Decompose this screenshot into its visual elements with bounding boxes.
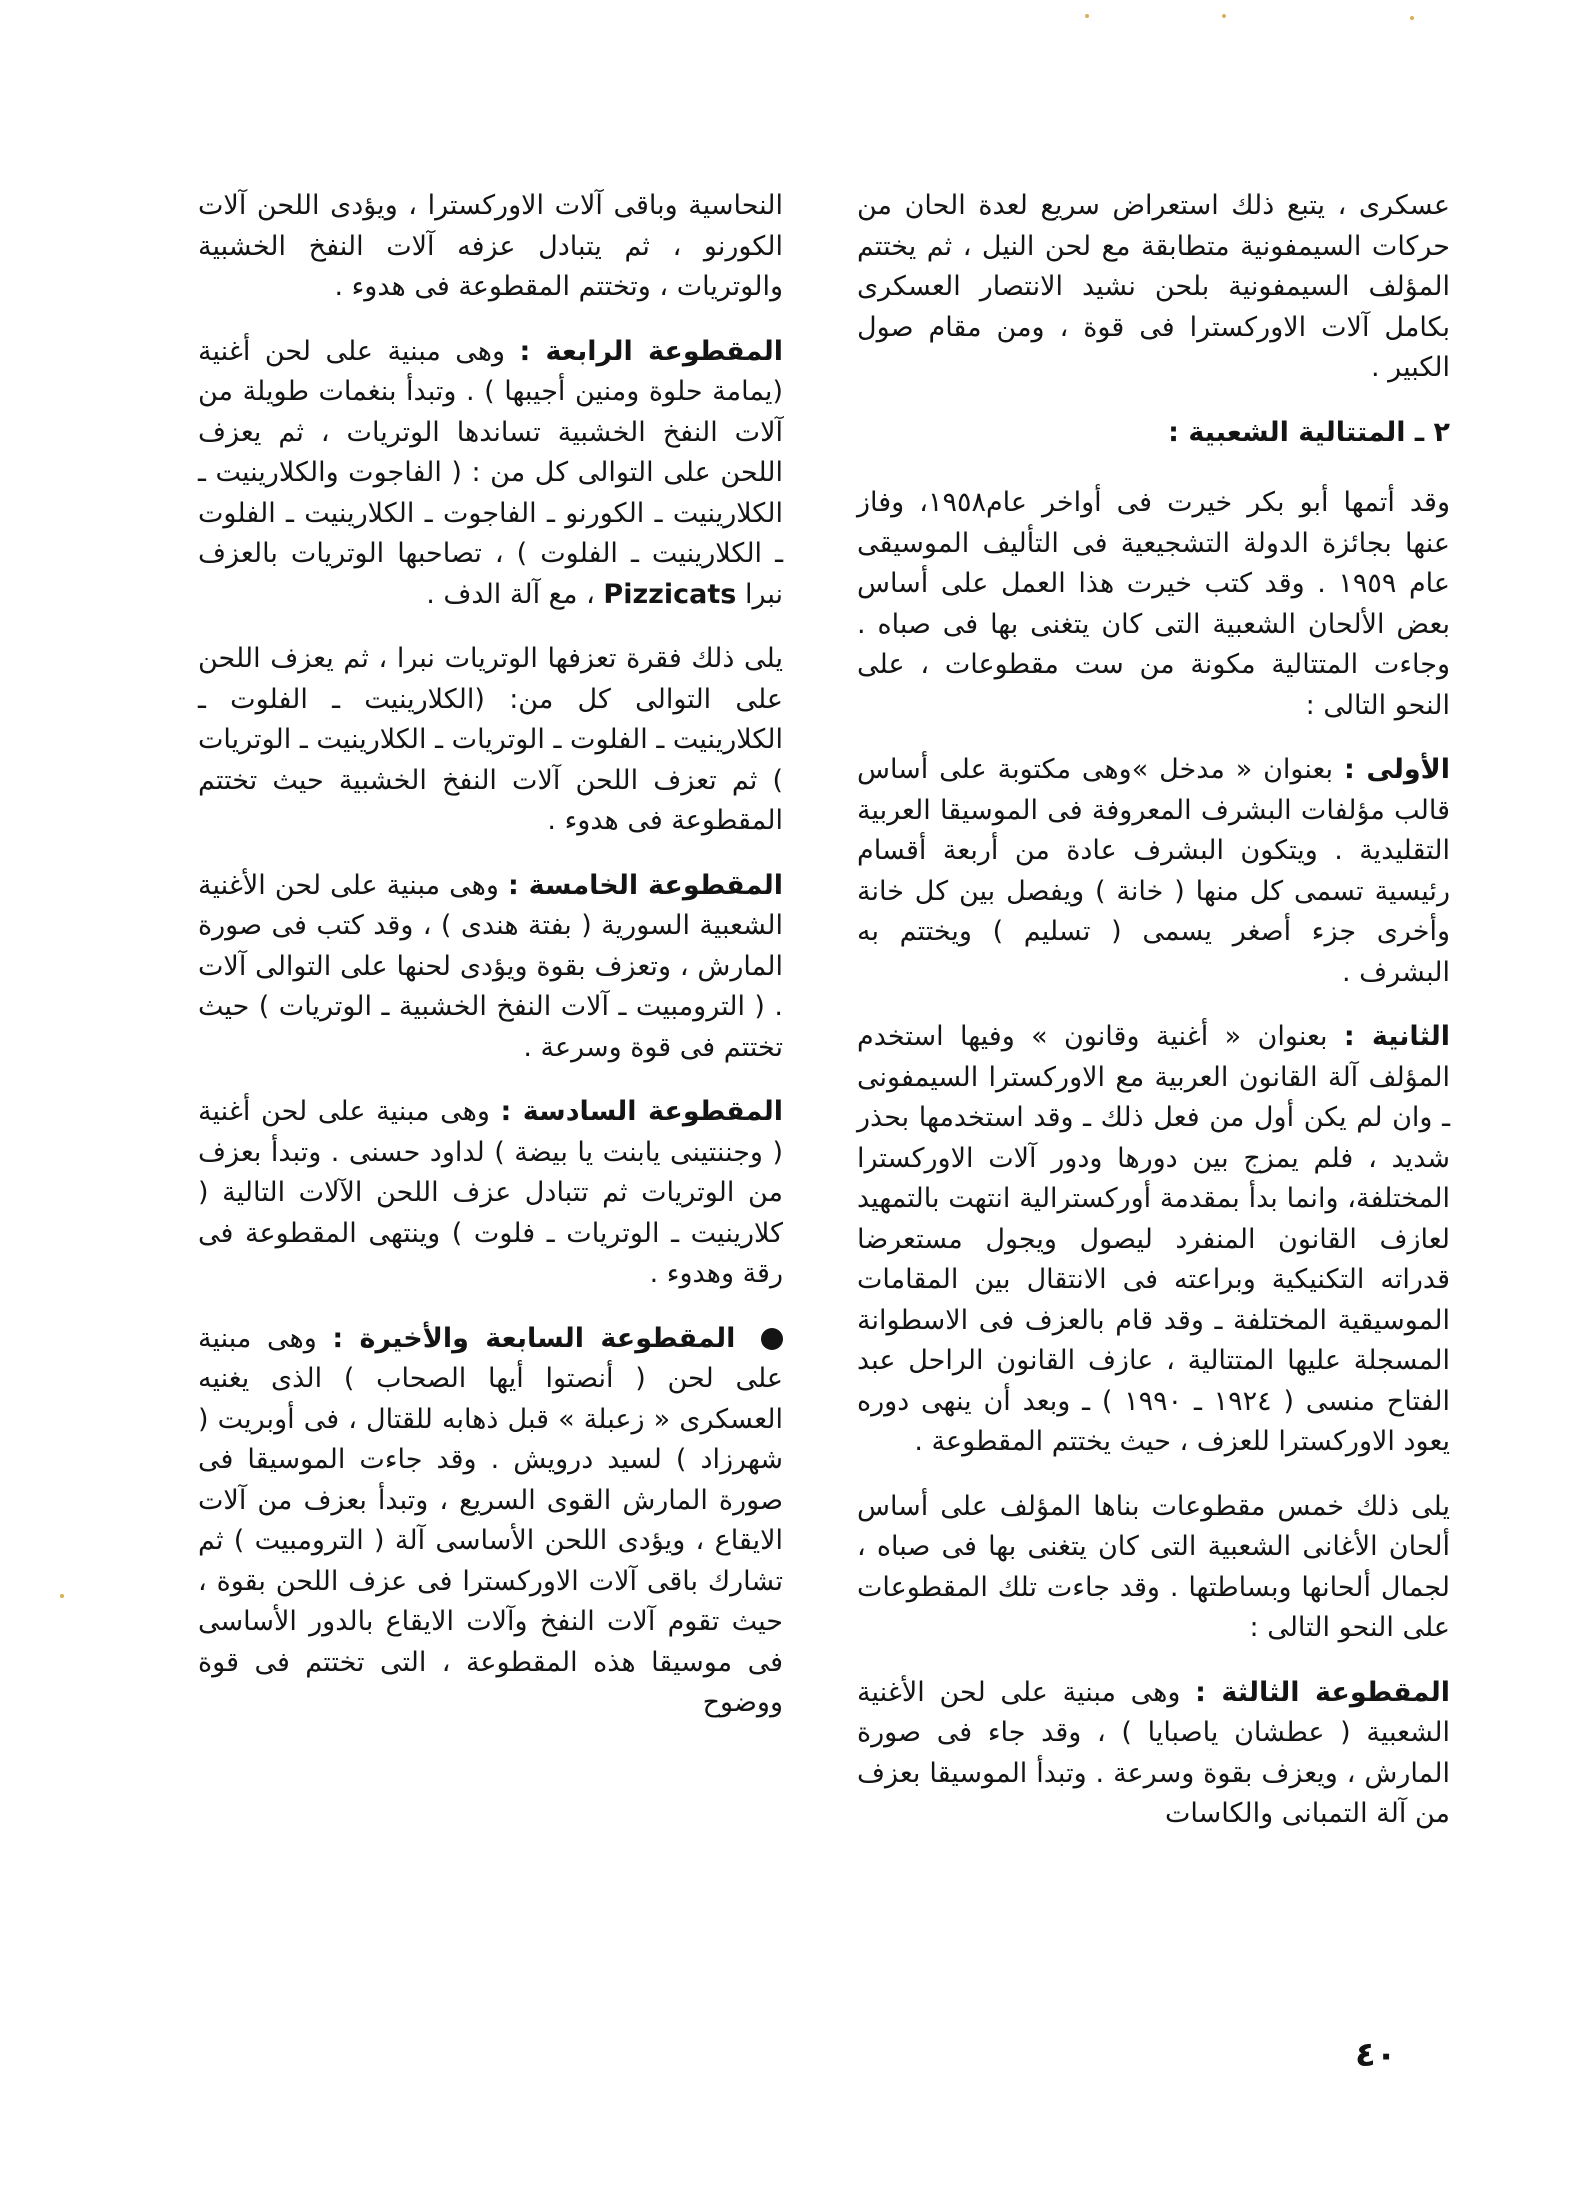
scan-speck	[60, 1594, 64, 1598]
paragraph-text: وهى مبنية على لحن الأغنية الشعبية ( عطشان ياصبايا ) ، وقد جاء فى صورة المارش ، ويعزف بقوة وسرعة . وتبدأ الموسيقا بعزف من آلة التمبانى والكاسات	[857, 1676, 1450, 1829]
paragraph-label: الثانية :	[1343, 1021, 1450, 1052]
paragraph-label: المقطوعة الرابعة :	[519, 335, 783, 367]
paragraph	[857, 1673, 1450, 1835]
paragraph: عسكرى ، يتبع ذلك استعراض سريع لعدة الحان من حركات السيمفونية متطابقة مع لحن النيل ، ثم يختتم المؤلف السيمفونية بلحن نشيد الانتصار العسكرى بكامل آلات الاوركسترا فى قوة ، ومن مقام صول الكبير .	[857, 190, 1450, 383]
scan-speck	[1085, 14, 1089, 18]
latin-term: Pizzicats	[603, 578, 737, 610]
paragraph-text: بعنوان « مدخل »وهى مكتوبة على أساس قالب مؤلفات البشرف المعروفة فى الموسيقا العربية التقليدية . ويتكون البشرف عادة من أربعة أقسام رئيسية تسمى كل منها ( خانة ) ويفصل بين كل خانة وأخرى جزء أصغر يسمى ( تسليم ) ويختتم به البشرف .	[857, 754, 1450, 988]
paragraph	[198, 1319, 783, 1724]
paragraph-label: المقطوعة الثالثة :	[1195, 1676, 1450, 1708]
paragraph	[857, 1017, 1450, 1463]
right-column	[857, 186, 1450, 1859]
paragraph-text: وهى مبنية على لحن الأغنية الشعبية السورية ( بفتة هندى ) ، وقد كتب فى صورة المارش ، وتعزف بقوة ويؤدى لحنها على التوالى آلات . ( الترومبيت ـ آلات النفخ الخشبية ـ الوتريات ) حيث تختتم فى قوة وسرعة .	[198, 869, 783, 1063]
paragraph-text: وهى مبنية على لحن أغنية ( وجننتينى يابنت يا بيضة ) لداود حسنى . وتبدأ بعزف من الوتريات ثم تتبادل عزف اللحن الآلات التالية ( كلارينيت ـ الوتريات ـ فلوت ) وينتهى المقطوعة فى رقة وهدوء .	[198, 1096, 783, 1289]
paragraph: يلى ذلك خمس مقطوعات بناها المؤلف على أساس ألحان الأغانى الشعبية التى كان يتغنى بها فى صباه ، لجمال ألحانها وبساطتها . وقد جاءت تلك المقطوعات على النحو التالى :	[857, 1490, 1450, 1643]
paragraph	[198, 332, 783, 616]
paragraph: وقد أتمها أبو بكر خيرت فى أواخر عام١٩٥٨، وفاز عنها بجائزة الدولة التشجيعية فى التأليف الموسيقى عام ١٩٥٩ . وقد كتب خيرت هذا العمل على أساس بعض الألحان الشعبية التى كان يتغنى بها فى صباه . وجاءت المتتالية مكونة من ست مقطوعات ، على النحو التالى :	[857, 487, 1450, 721]
paragraph-text: ، مع آلة الدف .	[426, 578, 595, 610]
paragraph: يلى ذلك فقرة تعزفها الوتريات نبرا ، ثم يعزف اللحن على التوالى كل من: (الكلارينيت ـ الفلوت ـ الكلارينيت ـ الفلوت ـ الوتريات ـ الكلارينيت ـ الوتريات ) ثم تعزف اللحن آلات النفخ الخشبية حيث تختتم المقطوعة فى هدوء .	[198, 643, 783, 836]
left-column	[198, 186, 783, 1748]
paragraph-label: الأولى :	[1343, 754, 1451, 785]
paragraph-label: المقطوعة السابعة والأخيرة :	[332, 1322, 736, 1354]
bullet-icon	[761, 1328, 783, 1350]
paragraph-text: وهى مبنية على لحن أغنية (يمامة حلوة ومنين أجيبها ) . وتبدأ بنغمات طويلة من آلات النفخ الخشبية تساندها الوتريات ، ثم يعزف اللحن على التوالى كل من : ( الفاجوت والكلارينيت ـ الكلارينيت ـ الكورنو ـ الفاجوت ـ الكلارينيت ـ الفلوت ـ الكلارينيت ـ الفلوت ) ، تصاحبها الوتريات بالعزف نبرا	[198, 335, 783, 610]
paragraph	[857, 750, 1450, 993]
page-number: ٤٠	[1355, 2035, 1397, 2075]
paragraph-text: وهى مبنية على لحن ( أنصتوا أيها الصحاب ) الذى يغنيه العسكرى « زعبلة » قبل ذهابه للقتال ، فى أوبريت ( شهرزاد ) لسيد درويش . وقد جاءت الموسيقا فى صورة المارش القوى السريع ، وتبدأ بعزف من آلات الايقاع ، ويؤدى اللحن الأساسى آلة ( الترومبيت ) ثم تشارك باقى آلات الاوركسترا فى عزف اللحن بقوة ، حيث تقوم آلات النفخ وآلات الايقاع بالدور الأساسى فى موسيقا هذه المقطوعة ، التى تختتم فى قوة ووضوح	[198, 1322, 783, 1718]
paragraph: النحاسية وباقى آلات الاوركسترا ، ويؤدى اللحن آلات الكورنو ، ثم يتبادل عزفه آلات النفخ الخشبية والوتريات ، وتختتم المقطوعة فى هدوء .	[198, 190, 783, 302]
paragraph-label: المقطوعة السادسة :	[500, 1096, 783, 1127]
paragraph-text: بعنوان « أغنية وقانون » وفيها استخدم المؤلف آلة القانون العربية مع الاوركسترا السيمفونى ـ وان لم يكن أول من فعل ذلك ـ وقد استخدمها بحذر شديد ، فلم يمزج بين دورها ودور آلات الاوركسترا المختلفة، وانما بدأ بمقدمة أوركسترالية انتهت بالتمهيد لعازف القانون المنفرد ليصول ويجول مستعرضا قدراته التكنيكية وبراعته فى الانتقال بين المقامات الموسيقية المختلفة ـ وقد قام بالعزف فى الاسطوانة المسجلة عليها المتتالية ، عازف القانون الراحل عبد الفتاح منسى ( ١٩٢٤ ـ ١٩٩٠ ) ـ وبعد أن ينهى دوره يعود الاوركسترا للعزف ، حيث يختتم المقطوعة .	[857, 1021, 1450, 1457]
paragraph-label: المقطوعة الخامسة :	[507, 869, 783, 901]
paragraph	[198, 1092, 783, 1295]
section-heading: ٢ ـ المتتالية الشعبية :	[1168, 416, 1450, 448]
paragraph	[198, 866, 783, 1069]
scan-speck	[1410, 16, 1414, 20]
scan-speck	[1222, 14, 1226, 18]
